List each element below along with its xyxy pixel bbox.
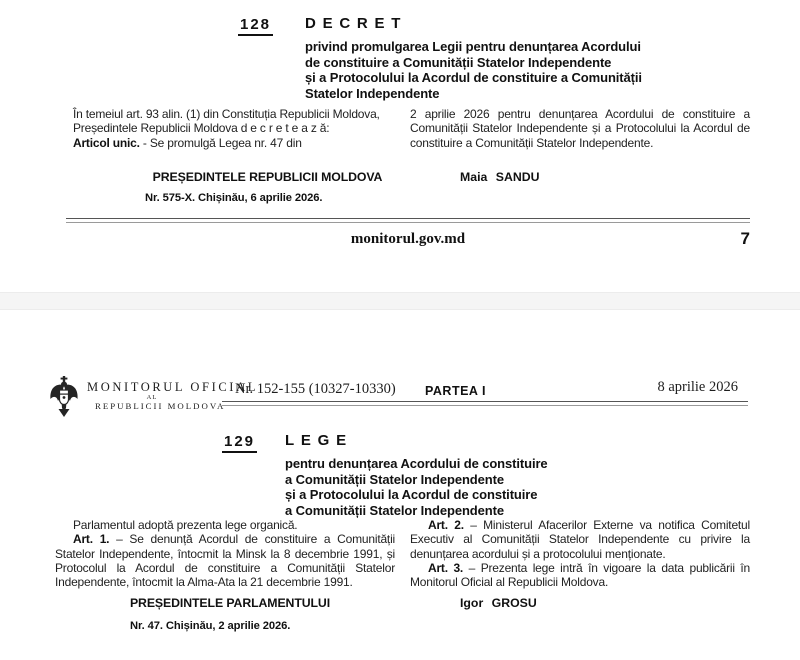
law-article-text: – Ministerul Afacerilor Externe va notifica Comitetul Executiv al Comunității Statelor Independente cu privire la denunțarea acordului și a protocolului menționate.: [410, 518, 750, 561]
footer-site-url: monitorul.gov.md: [350, 231, 466, 247]
law-paragraph: [410, 518, 750, 561]
issue-number: Nr. 152-155 (10327-10330): [235, 381, 396, 397]
law-title-line: pentru denunțarea Acordului de constituire: [285, 456, 548, 471]
law-article-text: – Se denunță Acordul de constituire a Comunității Statelor Independente, întocmit la Minsk la 8 decembrie 1991, și Protocolul la Acordul de constituire a Comunității Statelor Independente, întocmit la Alma-Ata la 21 decembrie 1991.: [55, 532, 396, 590]
issue-date: 8 aprilie 2026: [657, 379, 738, 395]
law-number-text: 129: [222, 433, 257, 453]
law-type-label: LEGE: [285, 432, 353, 449]
publication-owner: REPUBLICII MOLDOVA: [95, 401, 226, 411]
publication-al: AL: [146, 394, 158, 401]
law-title-line: a Comunității Statelor Independente: [285, 471, 504, 487]
page1-footer-rule: [66, 218, 750, 223]
part-label: PARTEA I: [425, 384, 486, 398]
law-title-line: a Comunității Statelor Independente: [285, 502, 504, 518]
law-heading: [285, 432, 745, 518]
law-article-lead: Art. 1.: [73, 532, 110, 547]
law-paragraph: [410, 561, 750, 590]
decree-article-text: - Se promulgă Legea nr. 47 din: [139, 135, 302, 150]
law-article-lead: Art. 3.: [428, 560, 464, 575]
law-article-text: – Prezenta lege intră în vigoare la data publicării în Monitorul Oficial al Republicii Moldova.: [410, 560, 751, 590]
law-body-right-column: [410, 518, 750, 589]
law-body-left-column: [55, 518, 395, 589]
law-signature-title: PREȘEDINTELE PARLAMENTULUI: [129, 596, 331, 610]
decree-paragraph: În temeiul art. 93 alin. (1) din Constituția Republicii Moldova,: [73, 107, 380, 121]
page-1: [0, 0, 800, 292]
decree-body: [55, 107, 750, 150]
page-2: [0, 308, 800, 660]
law-title-line: și a Protocolului la Acordul de constituire: [285, 487, 538, 503]
footer-page-number: 7: [740, 229, 750, 248]
law-body: [55, 518, 750, 589]
decree-paragraph: [55, 136, 395, 150]
decree-article-lead: Articol unic.: [73, 135, 140, 150]
law-number-date: Nr. 47. Chișinău, 2 aprilie 2026.: [130, 620, 291, 632]
moldova-coat-of-arms-icon: [49, 376, 79, 418]
decree-body-right-column: [410, 107, 750, 150]
decree-body-left-column: [55, 107, 395, 150]
decree-signature-name: Maia SANDU: [460, 170, 540, 184]
masthead-rule: [222, 401, 748, 406]
law-signature-name: Igor GROSU: [460, 596, 537, 610]
law-number: [222, 433, 257, 451]
decree-title-line: Statelor Independente: [305, 85, 440, 101]
decree-type-label: DECRET: [305, 15, 408, 32]
decree-signature-title: PREȘEDINTELE REPUBLICII MOLDOVA: [152, 170, 383, 184]
decree-heading: [305, 15, 755, 101]
publication-name: MONITORUL OFICIAL: [87, 380, 258, 394]
decree-title-line: și a Protocolului la Acordul de constituire a Comunității: [305, 70, 642, 86]
decree-number-date: Nr. 575-X. Chișinău, 6 aprilie 2026.: [145, 192, 323, 204]
law-article-lead: Art. 2.: [428, 518, 464, 532]
decree-title-line: privind promulgarea Legii pentru denunțarea Acordului: [305, 39, 641, 54]
decree-paragraph: 2 aprilie 2026 pentru denunțarea Acordului de constituire a Comunității Statelor Independente și a Protocolului la Acordul de constituire a Comunității Statelor Independente.: [410, 107, 750, 150]
decree-paragraph: Președintele Republicii Moldova d e c r e t e a z ă:: [73, 121, 330, 136]
law-paragraph: [55, 532, 395, 589]
law-paragraph: Parlamentul adoptă prezenta lege organică.: [73, 518, 298, 532]
decree-number: [238, 16, 273, 34]
decree-title-line: de constituire a Comunității Statelor Independente: [305, 54, 612, 70]
decree-number-text: 128: [238, 16, 273, 36]
